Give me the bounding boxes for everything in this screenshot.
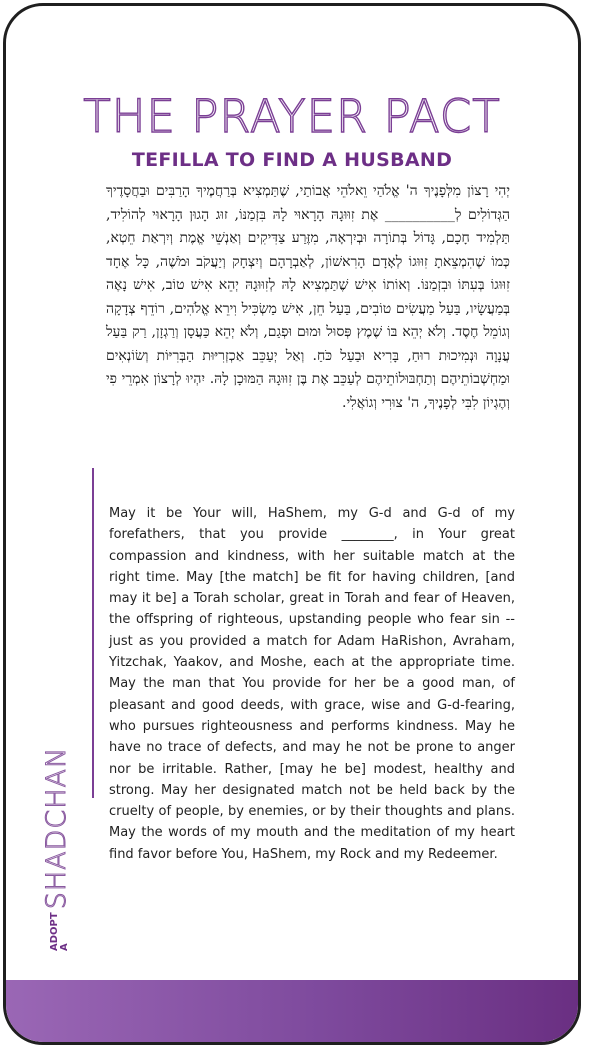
side-divider — [92, 468, 94, 798]
prayer-card — [3, 3, 581, 1045]
logo-tagline-line1: ADOPT — [49, 912, 60, 951]
page-subtitle: TEFILLA TO FIND A HUSBAND — [131, 149, 453, 171]
logo-tagline — [50, 912, 70, 951]
footer-band — [6, 980, 578, 1042]
adopt-a-shadchan-logo — [41, 746, 72, 951]
page-title: THE PRAYER PACT — [83, 90, 501, 143]
hebrew-prayer-text: יְהִי רָצוֹן מִלְּפָנֶיךָ ה' אֱלֹהַי וֵאלֹהֵי אֲבוֹתַי, שֶׁתַּמְצִיא בְּרַחֲמֶיךָ הָרַבִּים וּבַחֲסָדֶיךָ הַגְּדוֹלִים לְ__________ אֶת זִוּוּגָהּ הָרָאוּי לָהּ בִּזְמַנּוֹ, זוּג הָגוּן הָרָאוּי לְהוֹלִיד, תַּלְמִיד חָכָם, גָּדוֹל בְּתוֹרָה וּבְיִרְאָה, מִזֶּרַע צַדִּיקִים וְאַנְשֵׁי אֱמֶת וְיִרְאַת חֵטְא, כְּמוֹ שֶׁהִמְצֵאתָ זִוּוּגוֹ לְאָדָם הָרִאשׁוֹן, לְאַבְרָהָם וְיִצְחָק וְיַעֲקֹב וּמֹשֶׁה, כָּל אֶחָד זִוּוּגוֹ בְּעִתּוֹ וּבִזְמַנּוֹ. וְאוֹתוֹ אִישׁ שֶׁתַּמְצִיא לָהּ לְזִוּוּגָהּ יְהֵא אִישׁ טוֹב, אִישׁ נָאֶה בְּמַעֲשָׂיו, בַּעַל מַעֲשִׂים טוֹבִים, בַּעַל חֵן, אִישׁ מַשְׂכִּיל וִירֵא אֱלֹהִים, רוֹדֵף צְדָקָה וְגוֹמֵל חֶסֶד. וְלֹא יְהֵא בּוֹ שֶׁמֶץ פְּסוּל וּמוּם וּפְגַם, וְלֹא יְהֵא כַּעֲסָן וְרַגְזָן, רַק בַּעַל עֲנָוָה וּנְמִיכוּת רוּחַ, בָּרִיא וּבַעַל כֹּחַ. וְאַל יְעַכֵּב אַכְזְרִיּוּת הַבְּרִיּוֹת וְשׂוֹנְאִים וּמַחְשְׁבוֹתֵיהֶם וְתַחְבּוּלוֹתֵיהֶם לְעַכֵּב אֶת בֶּן זִוּוּגָהּ הַמּוּכָן לָהּ. יִהְיוּ לְרָצוֹן אִמְרֵי פִי וְהֶגְיוֹן לִבִּי לְפָנֶיךָ, ה' צוּרִי וְגוֹאֲלִי. — [106, 183, 510, 411]
english-prayer-text: May it be Your will, HaShem, my G-d and G-d of my forefathers, that you provide ________, in Your great compassion and kindness, with her suitable match at the right time. May [the match] be fit for having children, [and may it be] a Torah scholar, great in Torah and fear of Heaven, the offspring of righteous, upstanding people who fear sin -- just as you provided a match for Adam HaRishon, Avraham, Yitzchak, Yaakov, and Moshe, each at the appropriate time. May the man that You provide for her be a good man, of pleasant and good deeds, with grace, wise and G-d-fearing, who pursues righteousness and performs kindness. May he have no trace of defects, and may he not be prone to anger nor be irritable. Rather, [may he be] modest, healthy and strong. May her designated match not be held back by the cruelty of people, by enemies, or by their thoughts and plans. May the words of my mouth and the meditation of my heart find favor before You, HaShem, my Rock and my Redeemer. — [109, 506, 515, 862]
logo-tagline-line2: A — [59, 943, 70, 951]
logo-brand: SHADCHAN — [41, 746, 72, 910]
